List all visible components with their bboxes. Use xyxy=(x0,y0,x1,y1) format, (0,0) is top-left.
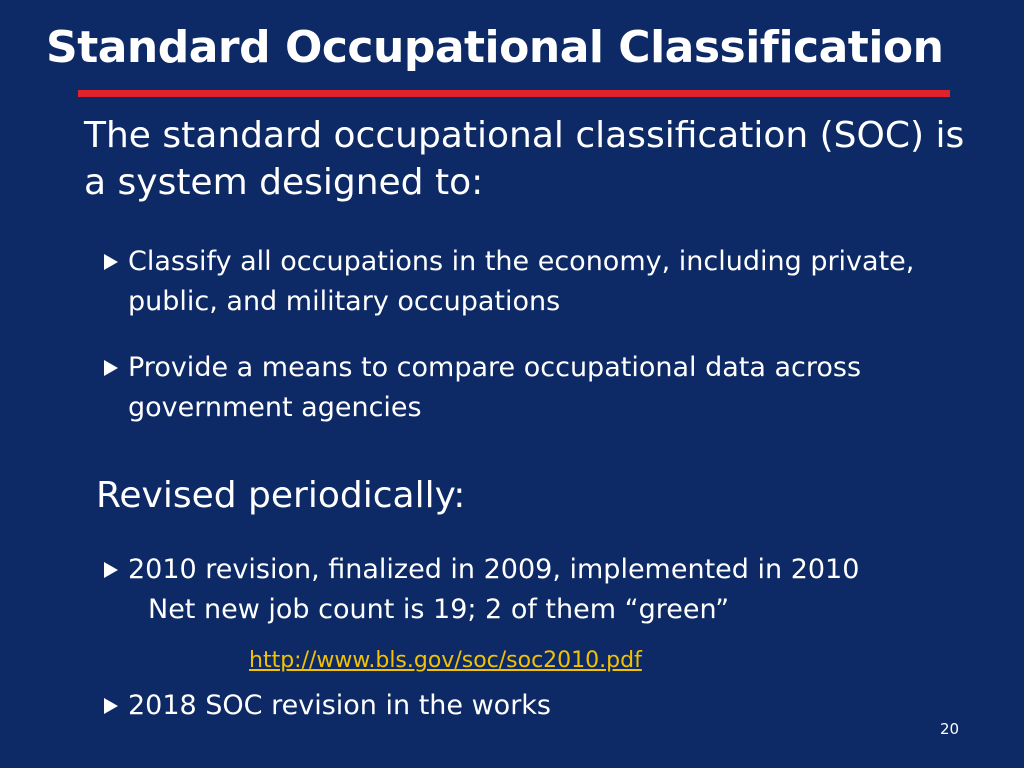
intro-text: The standard occupational classification (SOC) is a system designed to: xyxy=(84,115,965,203)
bullet-arrow-icon xyxy=(104,360,118,376)
revision-note: Net new job count is 19; 2 of them “green” xyxy=(148,594,730,625)
bullet-item xyxy=(104,686,984,726)
bullet-arrow-icon xyxy=(104,698,118,714)
bullet-item xyxy=(104,242,984,322)
bullet-item xyxy=(104,348,984,428)
bullet-item xyxy=(104,550,984,590)
bullet-arrow-icon xyxy=(104,562,118,578)
title-divider xyxy=(78,90,950,97)
page-number: 20 xyxy=(940,720,960,738)
soc-link[interactable]: http://www.bls.gov/soc/soc2010.pdf xyxy=(249,648,642,673)
bullet-text: 2018 SOC revision in the works xyxy=(128,690,551,721)
bullet-arrow-icon xyxy=(104,254,118,270)
bullet-text: Provide a means to compare occupational data across government agencies xyxy=(128,352,862,423)
revised-heading: Revised periodically: xyxy=(96,475,466,516)
bullet-text: 2010 revision, finalized in 2009, implemented in 2010 xyxy=(128,554,860,585)
bullet-text: Classify all occupations in the economy, including private, public, and military occupations xyxy=(128,246,915,317)
slide-title: Standard Occupational Classification xyxy=(46,22,944,73)
